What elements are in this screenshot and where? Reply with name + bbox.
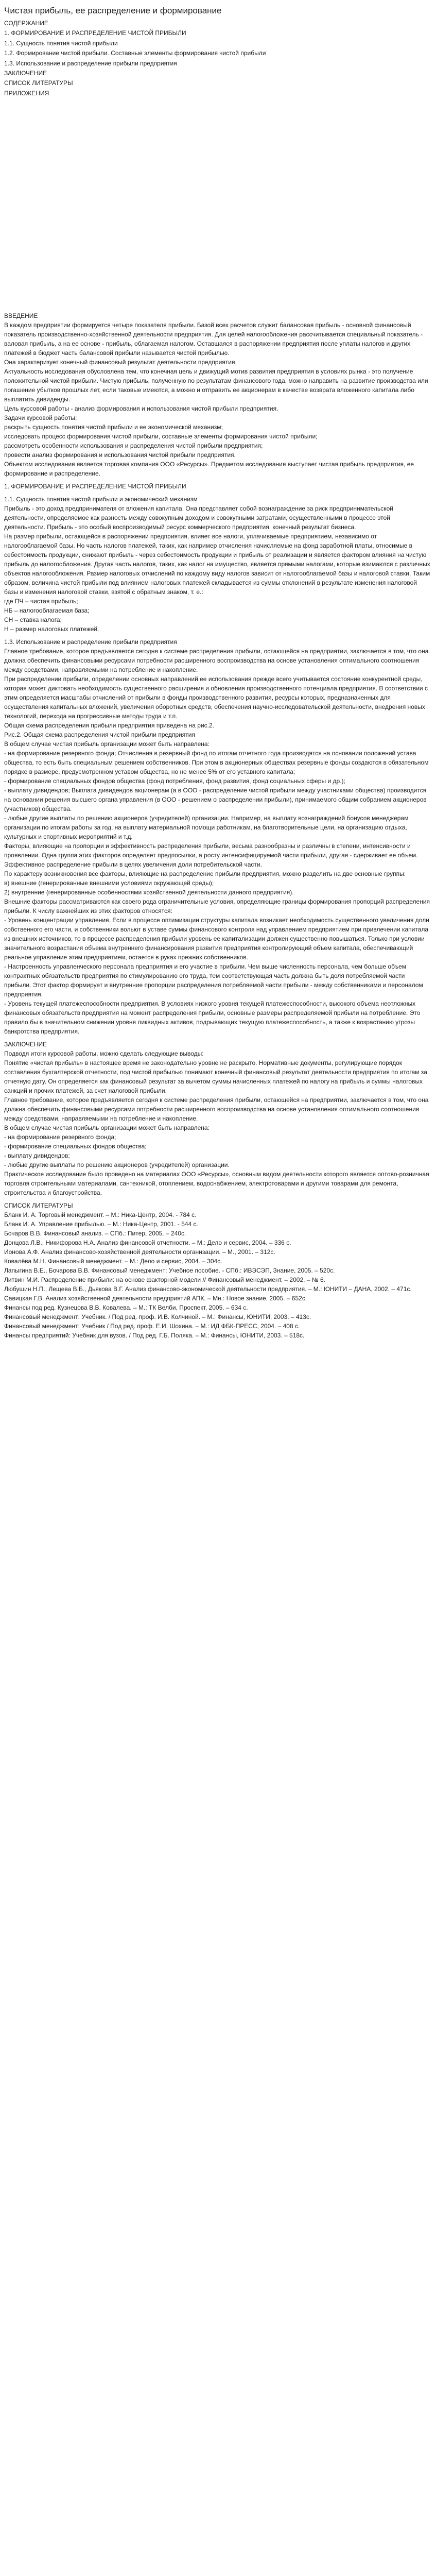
paragraph: Актуальность исследования обусловлена тем, что конечная цель и движущий мотив развития предприятия в условиях рынка - это получение положительной чистой прибыли. Чистую прибыль, полученную по результатам финансового года, можно направить на развитие производства или погашение убытков прошлых лет, если таковые имеются, а можно и отправить ее акционерам в качестве возврата вложенного капитала либо выплатить дивиденды.	[4, 368, 428, 403]
document-title: Чистая прибыль, ее распределение и формирование	[4, 6, 222, 15]
paragraph: Любушин Н.П., Лещева В.Б., Дьякова В.Г. Анализ финансово-экономической деятельности предприятия. – М.: ЮНИТИ – ДАНА, 2002. – 471с.	[4, 1285, 412, 1293]
paragraph: - любые другие выплаты по решению акционеров (учредителей) организации. Например, на выплату вознаграждений бонусов менеджерам организации по итогам работы за год, на выплату материальной помощи работникам, на благотворительные цели, на организацию отдыха, культурных и спортивных мероприятий и т.д.	[4, 815, 409, 841]
toc-item: 1.1. Сущность понятия чистой прибыли	[4, 39, 118, 47]
paragraph: Внешние факторы рассматриваются как своего рода ограничительные условия, определяющие границы формирования пропорций распределения прибыли. К числу важнейших из этих факторов относятся:	[4, 898, 430, 915]
paragraph: Понятие «чистая прибыль» в настоящее время не законодательно уровне не раскрыто. Нормативные документы, регулирующие порядок составления бухгалтерской отчетности, под чистой прибылью понимают конечный финансовый результат деятельности предприятия по итогам за отчетную дату. Он определяется как финансовый результат за вычетом суммы начисленных платежей по налогу на прибыль и суммы налоговых санкций и прочих платежей, за счет налоговой прибыли.	[4, 1059, 427, 1095]
paragraph: Главное требование, которое предъявляется сегодня к системе распределения прибыли, остающейся на предприятии, заключается в том, что она должна обеспечить финансовыми ресурсами потребности расширенного воспроизводства на основе установления оптимального соотношения между средствами, направляемыми на потребление и накопление.	[4, 648, 429, 674]
paragraph: раскрыть сущность понятия чистой прибыли и ее экономической механизм;	[4, 423, 223, 431]
paragraph: Бланк И. А. Торговый менеджмент. – М.: Ника-Центр, 2004. - 784 с.	[4, 1211, 197, 1219]
paragraph: провести анализ формирования и использования чистой прибыли предприятия.	[4, 451, 236, 459]
paragraph: Финансы под ред. Кузнецова В.В. Ковалева. – М.: ТК Велби, Проспект, 2005. – 634 с.	[4, 1304, 248, 1312]
paragraph: - выплату дивидендов;	[4, 1152, 70, 1160]
paragraph: в) внешние (генерированные внешними условиями окружающей среды);	[4, 879, 214, 887]
paragraph: Бланк И. А. Управление прибылью. – М.: Ника-Центр, 2001. - 544 с.	[4, 1221, 198, 1228]
blank-space	[4, 99, 432, 311]
paragraph: Она характеризует конечный финансовый результат деятельности предприятия.	[4, 359, 237, 366]
paragraph: НБ – налогооблагаемая база;	[4, 607, 90, 615]
paragraph: Ионова А.Ф. Анализ финансово-хозяйственной деятельности организации. – М., 2001. – 312с.	[4, 1248, 275, 1256]
section-heading: ВВЕДЕНИЕ	[4, 312, 38, 320]
paragraph: При распределении прибыли, определении основных направлений ее использования прежде всего учитывается состояние конкурентной среды, которая может диктовать необходимость существенного расширения и обновления производственного потенциала предприятия. В соответствии с этим определяется масштабы отчислений от прибыли в фонды производственного развития, ресурсы которых, предназначенных для осуществления капитальных вложений, увеличения оборотных средств, обеспечения научно-исследовательской деятельности, внедрения новых технологий, перехода на прогрессивные методы труда и т.п.	[4, 675, 428, 720]
paragraph: Задачи курсовой работы:	[4, 414, 77, 422]
paragraph: Объектом исследования является торговая компания ООО «Ресурсы». Предметом исследования выступает чистая прибыль предприятия, ее формирование и распределение.	[4, 461, 414, 478]
paragraph: По характеру возникновения все факторы, влияющие на распределение прибыли предприятия, можно разделить на две основные группы:	[4, 870, 406, 878]
paragraph: В каждом предприятии формируется четыре показателя прибыли. Базой всех расчетов служит балансовая прибыль - основной финансовый показатель производственно-хозяйственной деятельности предприятия. Для целей налогообложения рассчитывается специальный показатель - валовая прибыль, а на ее основе - прибыль, облагаемая налогом. Оставшаяся в распоряжении предприятия после уплаты налогов и других платежей в бюджет часть балансовой прибыли называется чистой прибылью.	[4, 321, 423, 357]
paragraph: Литвин М.И. Распределение прибыли: на основе факторной модели // Финансовый менеджмент. – 2002. – № 6.	[4, 1276, 326, 1284]
section-heading: ЗАКЛЮЧЕНИЕ	[4, 1041, 47, 1048]
paragraph: - на формирование резервного фонда;	[4, 1133, 116, 1141]
section-heading: СПИСОК ЛИТЕРАТУРЫ	[4, 1202, 73, 1210]
paragraph: Практическое исследование было проведено на материалах ООО «Ресурсы», основным видом деятельности которого является оптово-розничная торговля строительными материалами, сантехникой, отоплением, водоснабжением, электротоварами и другими товарами для ремонта, строительства и благоустройства.	[4, 1171, 429, 1197]
paragraph: Н – размер налоговых платежей.	[4, 625, 99, 633]
paragraph: - Уровень текущей платежеспособности предприятия. В условиях низкого уровня текущей платежеспособности, высокого объема неотложных финансовых обязательств предприятия на момент распределения прибыли, основные размеры распределяемой прибыли на потребление. Это правило бы в значительном снижении уровня ликвидных активов, подрывающих текущую платежеспособность, а также к возрастанию угрозы банкротства предприятия.	[4, 1000, 421, 1036]
paragraph: Финансовый менеджмент: Учебник. / Под ред. проф. И.В. Колчиной. – М.: Финансы, ЮНИТИ, 2003. – 413с.	[4, 1313, 311, 1321]
paragraph: Лапыгина В.Е., Бочарова В.В. Финансовый менеджмент: Учебное пособие. - СПб.: ИВЭСЭП, Знание, 2005. – 520с.	[4, 1267, 335, 1275]
paragraph: - формирование специальных фондов общества;	[4, 1143, 147, 1150]
document-body	[4, 311, 432, 1340]
paragraph: Главное требование, которое предъявляется сегодня к системе распределения прибыли, остающейся на предприятии, заключается в том, что она должна обеспечить финансовыми ресурсами потребности расширенного воспроизводства на основе установления оптимального соотношения между средствами, направляемыми на потребление и накопление.	[4, 1096, 429, 1123]
paragraph: - Настроенность управленческого персонала предприятия и его участие в прибыли. Чем выше численность персонала, чем больше объем контрактных обязательств предприятия по стимулированию его труда, тем соответствующая часть должна быть доля потребляемой части прибыли. Этот фактор формирует и внутренние пропорции распределения потребляемой части прибыли - между собственниками и персоналом предприятия.	[4, 963, 423, 998]
paragraph: - выплату дивидендов; Выплата дивидендов акционерам (а в ООО - распределение чистой прибыли между участниками общества) производится на основании решения высшего органа управления (в ООО - решением о распределении прибыли), принимаемого общим собранием акционеров (участников) общества.	[4, 787, 427, 813]
paragraph: Финансы предприятий: Учебник для вузов. / Под ред. Г.Б. Поляка. – М.: Финансы, ЮНИТИ, 2003. – 518с.	[4, 1332, 305, 1340]
paragraph: В общем случае чистая прибыль организации может быть направлена:	[4, 1124, 210, 1132]
paragraph: рассмотреть особенности использования и распределения чистой прибыли предприятия;	[4, 442, 263, 450]
toc-item: СПИСОК ЛИТЕРАТУРЫ	[4, 79, 73, 87]
section-heading: 1. ФОРМИРОВАНИЕ И РАСПРЕДЕЛЕНИЕ ЧИСТОЙ ПРИБЫЛИ	[4, 483, 186, 490]
paragraph: Общая схема распределения прибыли предприятия приведена на рис.2.	[4, 722, 215, 730]
paragraph: На размер прибыли, остающейся в распоряжении предприятия, влияет все налоги, уплачиваемые предприятием, независимо от налогооблагаемой базы. Но часть налогов платежей, таких, как например отчисления начисляемые на фонд заработной платы, относимые в себестоимость продукции, снижают прибыль - через себестоимость продукции и прибыль от реализации и является фактором влияния на чистую прибыль до налогообложения. Другая часть налогов, таких, как налог на имущество, является прямыми налогами, которые взимаются с различных объектов налогообложения. Размер налоговых отчислений по каждому виду налогов зависит от налогооблагаемой базы и налоговой ставки. Таким образом, величина чистой прибыли под влиянием налоговых платежей складывается из суммы отклонений в результате изменения налоговой базы и изменения налоговой ставки, взятой с обратным знаком, т. е.:	[4, 533, 430, 596]
toc-item: ПРИЛОЖЕНИЯ	[4, 89, 49, 97]
paragraph: В общем случае чистая прибыль организации может быть направлена:	[4, 740, 210, 748]
paragraph: - Уровень концентрации управления. Если в процессе оптимизации структуры капитала возникает необходимость существенного увеличения доли собственного его части, и собственники вольют в уставе суммы финансового контроля над управлением предприятием при привлечении капитала из внешних источников, то в процессе распределения прибыли уровень ее капитализации должен существенно повышаться. Только при условии значительного возрастания объема внутреннего финансирования развития предприятия контролирующий объем капитала, обеспечивающий реальное управление этим предприятием, остается в руках прежних собственников.	[4, 917, 429, 961]
paragraph: Ковалёва М.Н. Финансовый менеджмент. – М.: Дело и сервис, 2004. – 304с.	[4, 1258, 222, 1265]
toc-item: 1.2. Формирование чистой прибыли. Составные элементы формирования чистой прибыли	[4, 49, 266, 57]
paragraph: Донцова Л.В., Никифорова Н.А. Анализ финансовой отчетности. – М.: Дело и сервис, 2004. – 336 с.	[4, 1239, 291, 1247]
paragraph: Бочаров В.В. Финансовый анализ. – СПб.: Питер, 2005. – 240с.	[4, 1230, 186, 1238]
toc-item: 1.3. Использование и распределение прибыли предприятия	[4, 59, 177, 67]
paragraph: Финансовый менеджмент: Учебник / Под ред. проф. Е.И. Шохина. – М.: ИД ФБК-ПРЕСС, 2004. – 408 с.	[4, 1323, 300, 1330]
paragraph: Цель курсовой работы - анализ формирования и использования чистой прибыли предприятия.	[4, 405, 278, 413]
paragraph: 2) внутренние (генерированные особенностями хозяйственной деятельности данного предприятия).	[4, 889, 294, 896]
toc-item: 1. ФОРМИРОВАНИЕ И РАСПРЕДЕЛЕНИЕ ЧИСТОЙ ПРИБЫЛИ	[4, 29, 186, 37]
paragraph: - на формирование резервного фонда; Отчисления в резервный фонд по итогам отчетного года производятся на основании положений устава общества, то есть быть специальным решением собственников. При этом в акционерных обществах резервные фонды создаются в обязательном порядке в размере, предусмотренном уставом общества, но не менее 5% от его уставного капитала;	[4, 750, 429, 776]
paragraph: СН – ставка налога;	[4, 616, 62, 624]
toc-item: ЗАКЛЮЧЕНИЕ	[4, 70, 47, 77]
section-heading: 1.3. Использование и распределение прибыли предприятия	[4, 638, 177, 646]
paragraph: Подводя итоги курсовой работы, можно сделать следующие выводы:	[4, 1050, 204, 1058]
toc-heading: СОДЕРЖАНИЕ	[4, 20, 48, 27]
section-heading: 1.1. Сущность понятия чистой прибыли и экономический механизм	[4, 496, 198, 503]
paragraph: - формирование специальных фондов общества (фонд потребления, фонд развития, фонд социальных сферы и др.);	[4, 777, 345, 785]
paragraph: Савицкая Г.В. Анализ хозяйственной деятельности предприятий АПК. – Мн.: Новое знание, 2005. – 652с.	[4, 1295, 307, 1302]
paragraph: где ΠЧ – чистая прибыль;	[4, 598, 78, 605]
paragraph: Прибыль - это доход предпринимателя от вложения капитала. Она представляет собой вознаграждение за риск предпринимательской деятельности, определяемое как разность между совокупным доходом и совокупными затратами, осуществленными в процессе этой деятельности. Прибыль - это особый воспроизводимый ресурс коммерческого предприятия, конечный результат бизнеса.	[4, 505, 393, 531]
table-of-contents	[4, 19, 432, 98]
paragraph: Рис.2. Общая схема распределения чистой прибыли предприятия	[4, 731, 195, 739]
paragraph: - любые другие выплаты по решению акционеров (учредителей) организации.	[4, 1161, 230, 1169]
paragraph: Факторы, влияющие на пропорции и эффективность распределения прибыли, весьма разнообразны и различны в степени, интенсивности и проявлении. Одна группа этих факторов определяет предпосылки, а росту интенсифицируемой части прибыли, другая - сдерживает ее объем. Эффективное распределение прибыли в целях увеличения доли потребительской части.	[4, 842, 418, 869]
paragraph: исследовать процесс формирования чистой прибыли, составные элементы формирования чистой прибыли;	[4, 433, 318, 440]
